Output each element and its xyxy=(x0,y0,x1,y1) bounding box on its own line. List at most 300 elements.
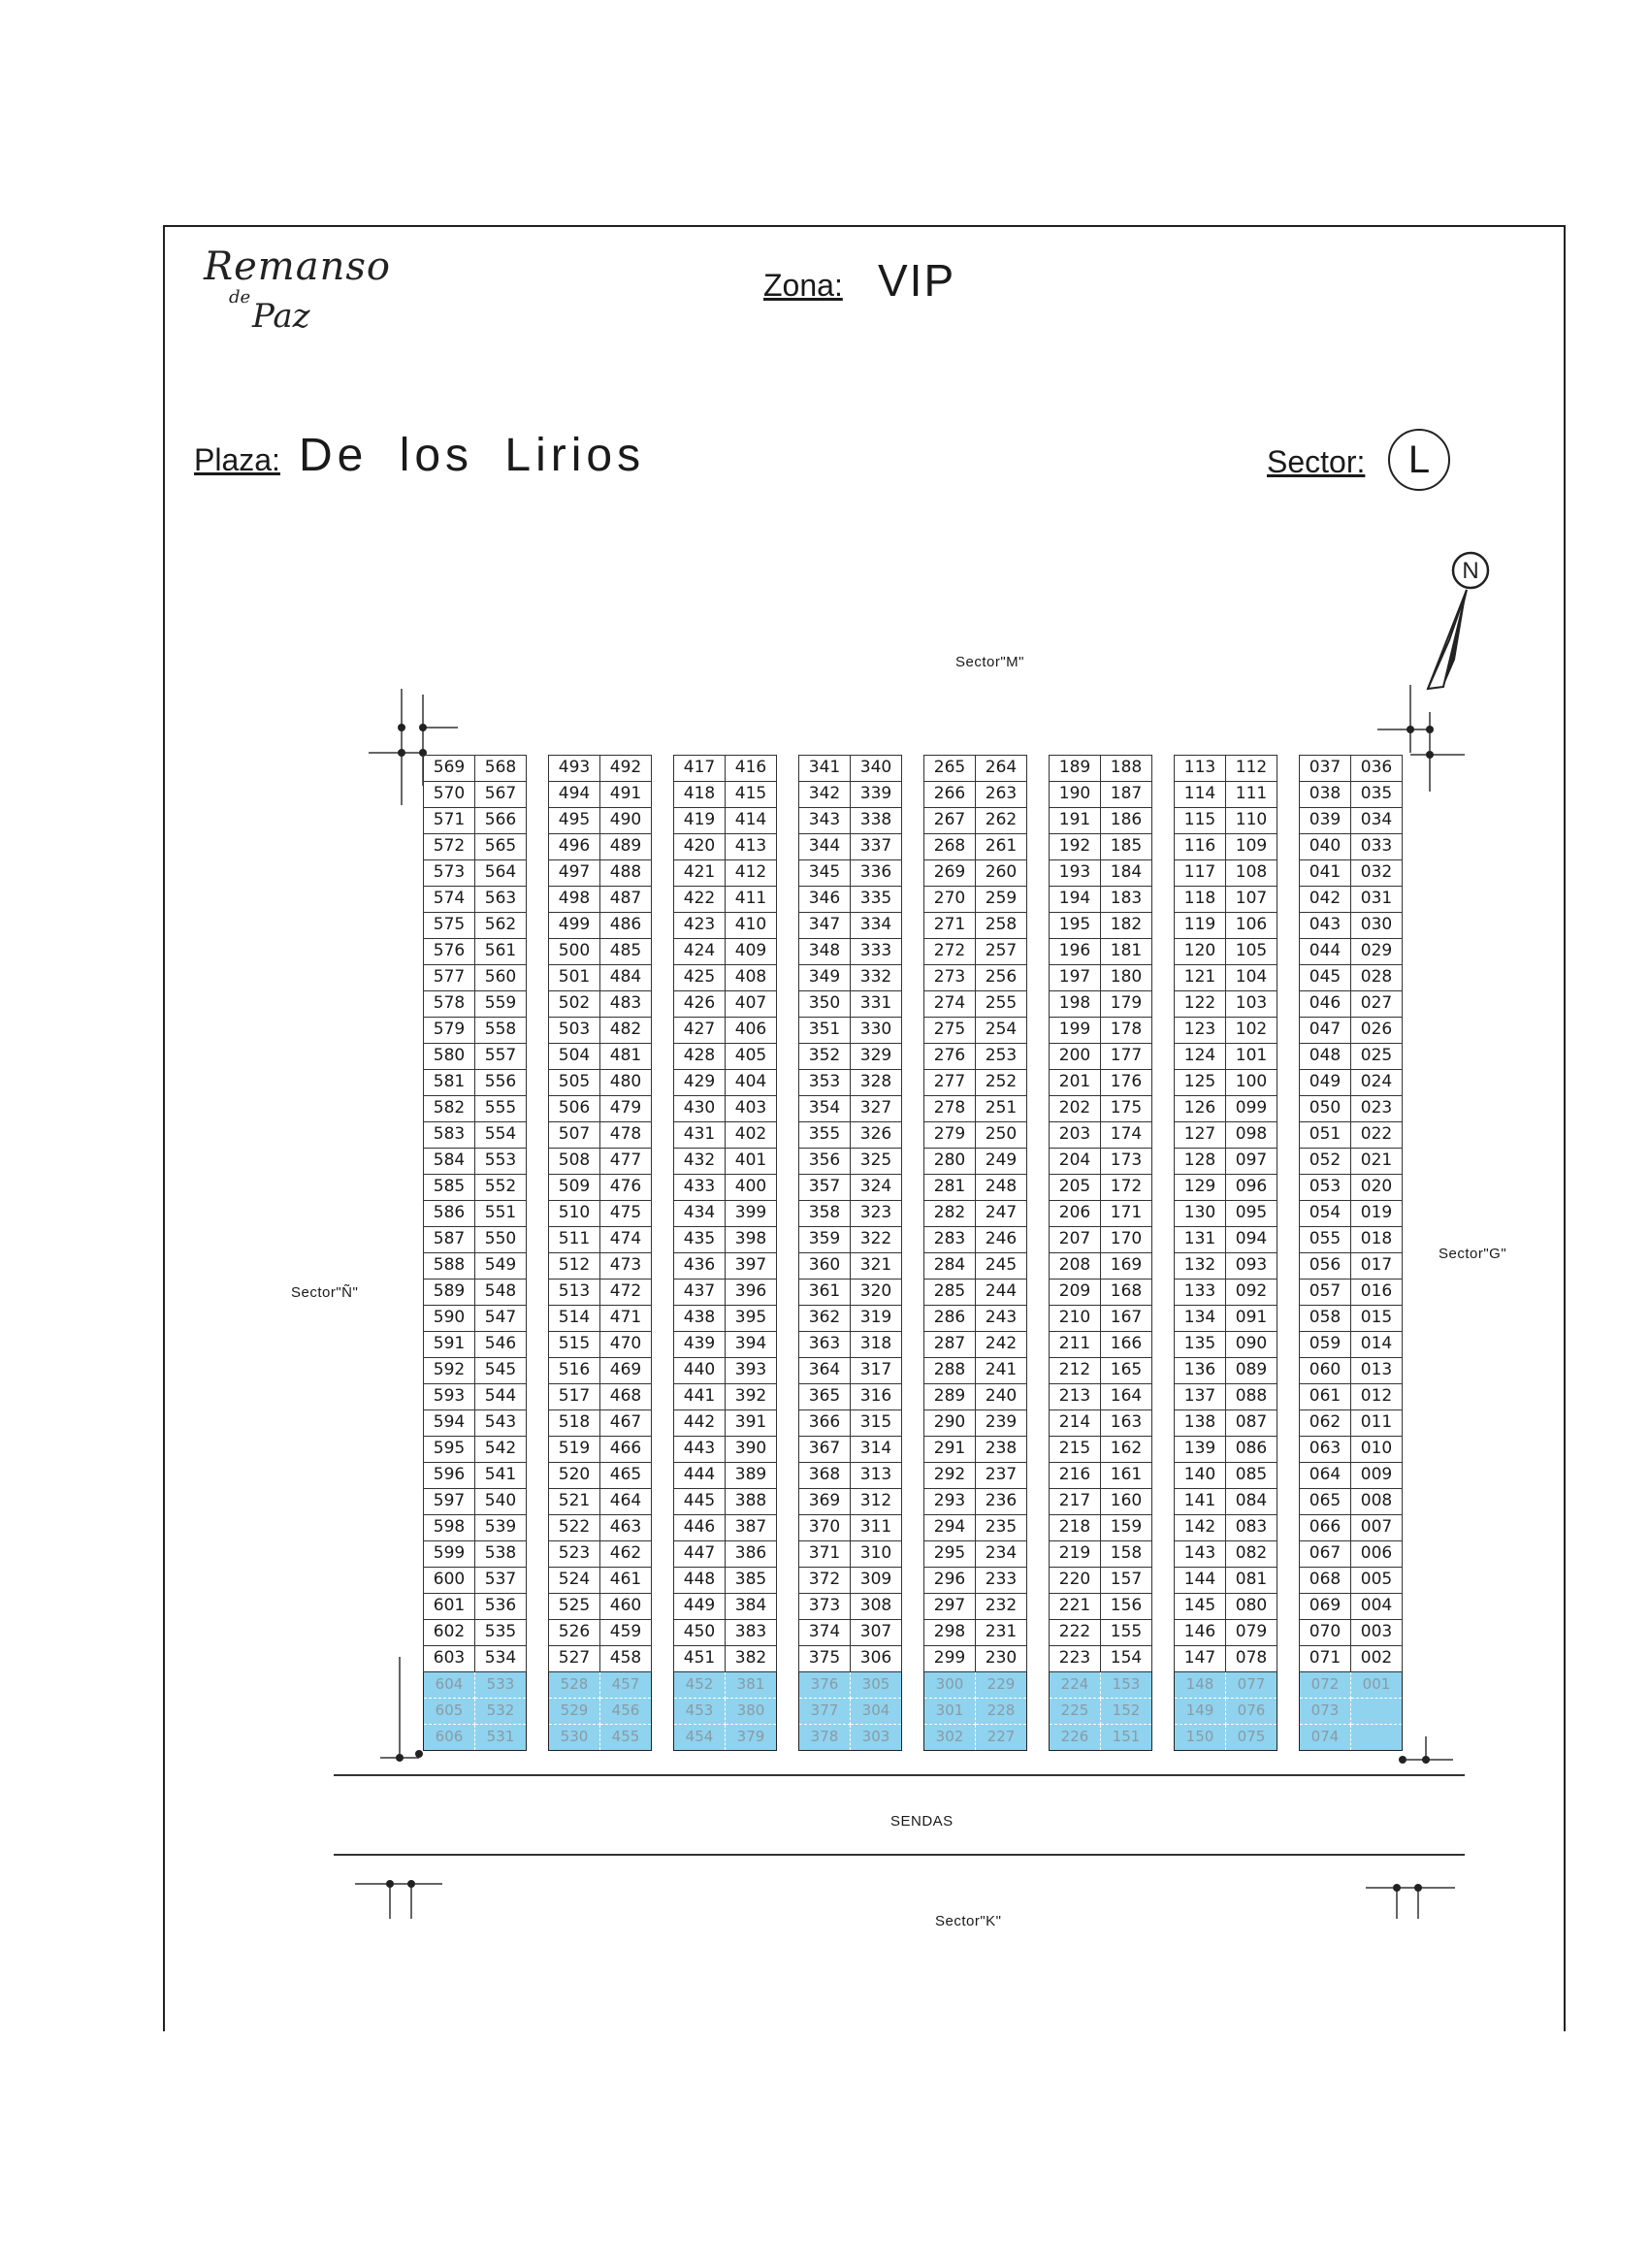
niche-cell[interactable]: 196 xyxy=(1050,939,1101,965)
niche-cell[interactable]: 433 xyxy=(674,1175,726,1201)
highlighted-niche-cell[interactable]: 153 xyxy=(1101,1672,1152,1699)
niche-cell[interactable]: 576 xyxy=(424,939,475,965)
niche-cell[interactable]: 406 xyxy=(726,1018,777,1044)
niche-cell[interactable]: 101 xyxy=(1226,1044,1277,1070)
niche-cell[interactable]: 538 xyxy=(475,1541,527,1568)
niche-cell[interactable]: 438 xyxy=(674,1306,726,1332)
niche-cell[interactable]: 159 xyxy=(1101,1515,1152,1541)
niche-cell[interactable]: 541 xyxy=(475,1463,527,1489)
niche-cell[interactable]: 002 xyxy=(1351,1646,1403,1672)
highlighted-niche-cell[interactable]: 149 xyxy=(1175,1699,1226,1725)
highlighted-niche-cell[interactable]: 148 xyxy=(1175,1672,1226,1699)
highlighted-niche-cell[interactable]: 377 xyxy=(799,1699,851,1725)
niche-cell[interactable]: 471 xyxy=(600,1306,652,1332)
niche-cell[interactable]: 247 xyxy=(976,1201,1027,1227)
niche-cell[interactable]: 597 xyxy=(424,1489,475,1515)
niche-cell[interactable]: 557 xyxy=(475,1044,527,1070)
niche-cell[interactable]: 386 xyxy=(726,1541,777,1568)
niche-cell[interactable]: 095 xyxy=(1226,1201,1277,1227)
niche-cell[interactable]: 154 xyxy=(1101,1646,1152,1672)
niche-cell[interactable]: 424 xyxy=(674,939,726,965)
niche-cell[interactable]: 350 xyxy=(799,991,851,1018)
highlighted-niche-cell[interactable]: 303 xyxy=(851,1725,902,1751)
niche-cell[interactable]: 125 xyxy=(1175,1070,1226,1096)
niche-cell[interactable]: 446 xyxy=(674,1515,726,1541)
niche-cell[interactable]: 552 xyxy=(475,1175,527,1201)
niche-cell[interactable]: 287 xyxy=(924,1332,976,1358)
niche-cell[interactable]: 431 xyxy=(674,1122,726,1149)
niche-cell[interactable]: 459 xyxy=(600,1620,652,1646)
niche-cell[interactable]: 209 xyxy=(1050,1280,1101,1306)
niche-cell[interactable]: 138 xyxy=(1175,1410,1226,1437)
niche-cell[interactable]: 156 xyxy=(1101,1594,1152,1620)
niche-cell[interactable]: 008 xyxy=(1351,1489,1403,1515)
niche-cell[interactable]: 461 xyxy=(600,1568,652,1594)
niche-cell[interactable]: 426 xyxy=(674,991,726,1018)
niche-cell[interactable]: 328 xyxy=(851,1070,902,1096)
niche-cell[interactable]: 492 xyxy=(600,756,652,782)
niche-cell[interactable]: 025 xyxy=(1351,1044,1403,1070)
niche-cell[interactable]: 184 xyxy=(1101,860,1152,887)
niche-cell[interactable]: 040 xyxy=(1300,834,1351,860)
niche-cell[interactable]: 290 xyxy=(924,1410,976,1437)
niche-cell[interactable]: 498 xyxy=(549,887,600,913)
niche-cell[interactable]: 405 xyxy=(726,1044,777,1070)
niche-cell[interactable]: 332 xyxy=(851,965,902,991)
niche-cell[interactable]: 221 xyxy=(1050,1594,1101,1620)
niche-cell[interactable]: 367 xyxy=(799,1437,851,1463)
niche-cell[interactable]: 206 xyxy=(1050,1201,1101,1227)
highlighted-niche-cell[interactable]: 225 xyxy=(1050,1699,1101,1725)
niche-cell[interactable]: 598 xyxy=(424,1515,475,1541)
niche-cell[interactable]: 131 xyxy=(1175,1227,1226,1253)
niche-cell[interactable]: 220 xyxy=(1050,1568,1101,1594)
niche-cell[interactable]: 210 xyxy=(1050,1306,1101,1332)
niche-cell[interactable]: 230 xyxy=(976,1646,1027,1672)
highlighted-niche-cell[interactable]: 606 xyxy=(424,1725,475,1751)
niche-cell[interactable]: 261 xyxy=(976,834,1027,860)
niche-cell[interactable]: 192 xyxy=(1050,834,1101,860)
niche-cell[interactable]: 297 xyxy=(924,1594,976,1620)
niche-cell[interactable]: 407 xyxy=(726,991,777,1018)
niche-cell[interactable]: 348 xyxy=(799,939,851,965)
niche-cell[interactable]: 435 xyxy=(674,1227,726,1253)
niche-cell[interactable]: 590 xyxy=(424,1306,475,1332)
niche-cell[interactable]: 313 xyxy=(851,1463,902,1489)
niche-cell[interactable]: 023 xyxy=(1351,1096,1403,1122)
niche-cell[interactable]: 371 xyxy=(799,1541,851,1568)
niche-cell[interactable]: 352 xyxy=(799,1044,851,1070)
highlighted-niche-cell[interactable]: 529 xyxy=(549,1699,600,1725)
niche-cell[interactable]: 554 xyxy=(475,1122,527,1149)
niche-cell[interactable]: 096 xyxy=(1226,1175,1277,1201)
niche-cell[interactable]: 177 xyxy=(1101,1044,1152,1070)
niche-cell[interactable]: 317 xyxy=(851,1358,902,1384)
niche-cell[interactable]: 275 xyxy=(924,1018,976,1044)
niche-cell[interactable]: 589 xyxy=(424,1280,475,1306)
niche-cell[interactable]: 527 xyxy=(549,1646,600,1672)
niche-cell[interactable]: 281 xyxy=(924,1175,976,1201)
niche-cell[interactable]: 505 xyxy=(549,1070,600,1096)
niche-cell[interactable]: 551 xyxy=(475,1201,527,1227)
niche-cell[interactable]: 262 xyxy=(976,808,1027,834)
niche-cell[interactable]: 314 xyxy=(851,1437,902,1463)
niche-cell[interactable]: 391 xyxy=(726,1410,777,1437)
niche-cell[interactable]: 065 xyxy=(1300,1489,1351,1515)
niche-cell[interactable]: 495 xyxy=(549,808,600,834)
niche-cell[interactable]: 063 xyxy=(1300,1437,1351,1463)
niche-cell[interactable]: 539 xyxy=(475,1515,527,1541)
niche-cell[interactable]: 344 xyxy=(799,834,851,860)
niche-cell[interactable]: 477 xyxy=(600,1149,652,1175)
niche-cell[interactable]: 144 xyxy=(1175,1568,1226,1594)
highlighted-niche-cell[interactable]: 075 xyxy=(1226,1725,1277,1751)
niche-cell[interactable]: 398 xyxy=(726,1227,777,1253)
niche-cell[interactable]: 294 xyxy=(924,1515,976,1541)
niche-cell[interactable]: 068 xyxy=(1300,1568,1351,1594)
niche-cell[interactable]: 521 xyxy=(549,1489,600,1515)
niche-cell[interactable]: 183 xyxy=(1101,887,1152,913)
niche-cell[interactable]: 466 xyxy=(600,1437,652,1463)
niche-cell[interactable]: 334 xyxy=(851,913,902,939)
niche-cell[interactable]: 014 xyxy=(1351,1332,1403,1358)
niche-cell[interactable]: 579 xyxy=(424,1018,475,1044)
niche-cell[interactable]: 241 xyxy=(976,1358,1027,1384)
niche-cell[interactable]: 560 xyxy=(475,965,527,991)
niche-cell[interactable]: 363 xyxy=(799,1332,851,1358)
niche-cell[interactable]: 413 xyxy=(726,834,777,860)
niche-cell[interactable]: 011 xyxy=(1351,1410,1403,1437)
niche-cell[interactable]: 593 xyxy=(424,1384,475,1410)
niche-cell[interactable]: 319 xyxy=(851,1306,902,1332)
niche-cell[interactable]: 510 xyxy=(549,1201,600,1227)
niche-cell[interactable]: 026 xyxy=(1351,1018,1403,1044)
niche-cell[interactable]: 270 xyxy=(924,887,976,913)
niche-cell[interactable]: 523 xyxy=(549,1541,600,1568)
niche-cell[interactable]: 084 xyxy=(1226,1489,1277,1515)
niche-cell[interactable]: 569 xyxy=(424,756,475,782)
niche-cell[interactable]: 382 xyxy=(726,1646,777,1672)
niche-cell[interactable]: 509 xyxy=(549,1175,600,1201)
niche-cell[interactable]: 473 xyxy=(600,1253,652,1280)
niche-cell[interactable]: 197 xyxy=(1050,965,1101,991)
niche-cell[interactable]: 451 xyxy=(674,1646,726,1672)
niche-cell[interactable]: 208 xyxy=(1050,1253,1101,1280)
niche-cell[interactable]: 218 xyxy=(1050,1515,1101,1541)
niche-cell[interactable]: 517 xyxy=(549,1384,600,1410)
niche-cell[interactable]: 480 xyxy=(600,1070,652,1096)
niche-cell[interactable]: 132 xyxy=(1175,1253,1226,1280)
niche-cell[interactable]: 136 xyxy=(1175,1358,1226,1384)
niche-cell[interactable]: 166 xyxy=(1101,1332,1152,1358)
niche-cell[interactable]: 577 xyxy=(424,965,475,991)
niche-cell[interactable]: 553 xyxy=(475,1149,527,1175)
niche-cell[interactable]: 174 xyxy=(1101,1122,1152,1149)
highlighted-niche-cell[interactable]: 227 xyxy=(976,1725,1027,1751)
niche-cell[interactable]: 043 xyxy=(1300,913,1351,939)
niche-cell[interactable]: 439 xyxy=(674,1332,726,1358)
niche-cell[interactable]: 274 xyxy=(924,991,976,1018)
niche-cell[interactable]: 489 xyxy=(600,834,652,860)
niche-cell[interactable]: 534 xyxy=(475,1646,527,1672)
niche-cell[interactable]: 222 xyxy=(1050,1620,1101,1646)
highlighted-niche-cell[interactable]: 532 xyxy=(475,1699,527,1725)
niche-cell[interactable]: 369 xyxy=(799,1489,851,1515)
niche-cell[interactable]: 547 xyxy=(475,1306,527,1332)
niche-cell[interactable]: 205 xyxy=(1050,1175,1101,1201)
niche-cell[interactable]: 284 xyxy=(924,1253,976,1280)
niche-cell[interactable]: 362 xyxy=(799,1306,851,1332)
niche-cell[interactable]: 472 xyxy=(600,1280,652,1306)
niche-cell[interactable]: 186 xyxy=(1101,808,1152,834)
niche-cell[interactable]: 272 xyxy=(924,939,976,965)
niche-cell[interactable]: 402 xyxy=(726,1122,777,1149)
highlighted-niche-cell[interactable]: 456 xyxy=(600,1699,652,1725)
niche-cell[interactable]: 018 xyxy=(1351,1227,1403,1253)
niche-cell[interactable]: 470 xyxy=(600,1332,652,1358)
niche-cell[interactable]: 094 xyxy=(1226,1227,1277,1253)
niche-cell[interactable]: 373 xyxy=(799,1594,851,1620)
niche-cell[interactable]: 496 xyxy=(549,834,600,860)
niche-cell[interactable]: 143 xyxy=(1175,1541,1226,1568)
niche-cell[interactable]: 255 xyxy=(976,991,1027,1018)
niche-cell[interactable]: 079 xyxy=(1226,1620,1277,1646)
niche-cell[interactable]: 420 xyxy=(674,834,726,860)
niche-cell[interactable]: 500 xyxy=(549,939,600,965)
niche-cell[interactable]: 162 xyxy=(1101,1437,1152,1463)
niche-cell[interactable]: 540 xyxy=(475,1489,527,1515)
niche-cell[interactable]: 491 xyxy=(600,782,652,808)
niche-cell[interactable]: 437 xyxy=(674,1280,726,1306)
niche-cell[interactable]: 354 xyxy=(799,1096,851,1122)
niche-cell[interactable]: 251 xyxy=(976,1096,1027,1122)
niche-cell[interactable]: 198 xyxy=(1050,991,1101,1018)
niche-cell[interactable]: 582 xyxy=(424,1096,475,1122)
highlighted-niche-cell[interactable]: 152 xyxy=(1101,1699,1152,1725)
niche-cell[interactable]: 311 xyxy=(851,1515,902,1541)
highlighted-niche-cell[interactable]: 305 xyxy=(851,1672,902,1699)
niche-cell[interactable]: 583 xyxy=(424,1122,475,1149)
niche-cell[interactable]: 203 xyxy=(1050,1122,1101,1149)
niche-cell[interactable]: 189 xyxy=(1050,756,1101,782)
niche-cell[interactable]: 603 xyxy=(424,1646,475,1672)
niche-cell[interactable]: 423 xyxy=(674,913,726,939)
highlighted-niche-cell[interactable]: 533 xyxy=(475,1672,527,1699)
niche-cell[interactable]: 202 xyxy=(1050,1096,1101,1122)
niche-cell[interactable]: 019 xyxy=(1351,1201,1403,1227)
niche-cell[interactable]: 107 xyxy=(1226,887,1277,913)
niche-cell[interactable]: 135 xyxy=(1175,1332,1226,1358)
niche-cell[interactable]: 488 xyxy=(600,860,652,887)
niche-cell[interactable]: 548 xyxy=(475,1280,527,1306)
niche-cell[interactable]: 134 xyxy=(1175,1306,1226,1332)
niche-cell[interactable]: 257 xyxy=(976,939,1027,965)
niche-cell[interactable]: 126 xyxy=(1175,1096,1226,1122)
niche-cell[interactable]: 383 xyxy=(726,1620,777,1646)
niche-cell[interactable]: 078 xyxy=(1226,1646,1277,1672)
niche-cell[interactable]: 058 xyxy=(1300,1306,1351,1332)
niche-cell[interactable]: 385 xyxy=(726,1568,777,1594)
niche-cell[interactable]: 231 xyxy=(976,1620,1027,1646)
niche-cell[interactable]: 368 xyxy=(799,1463,851,1489)
niche-cell[interactable]: 351 xyxy=(799,1018,851,1044)
niche-cell[interactable]: 515 xyxy=(549,1332,600,1358)
niche-cell[interactable]: 266 xyxy=(924,782,976,808)
niche-cell[interactable]: 259 xyxy=(976,887,1027,913)
niche-cell[interactable]: 599 xyxy=(424,1541,475,1568)
niche-cell[interactable]: 416 xyxy=(726,756,777,782)
niche-cell[interactable]: 015 xyxy=(1351,1306,1403,1332)
niche-cell[interactable]: 215 xyxy=(1050,1437,1101,1463)
niche-cell[interactable]: 093 xyxy=(1226,1253,1277,1280)
highlighted-niche-cell[interactable]: 301 xyxy=(924,1699,976,1725)
niche-cell[interactable]: 306 xyxy=(851,1646,902,1672)
highlighted-niche-cell[interactable]: 304 xyxy=(851,1699,902,1725)
niche-cell[interactable]: 280 xyxy=(924,1149,976,1175)
niche-cell[interactable]: 194 xyxy=(1050,887,1101,913)
niche-cell[interactable]: 117 xyxy=(1175,860,1226,887)
niche-cell[interactable]: 525 xyxy=(549,1594,600,1620)
niche-cell[interactable]: 021 xyxy=(1351,1149,1403,1175)
niche-cell[interactable]: 168 xyxy=(1101,1280,1152,1306)
niche-cell[interactable]: 602 xyxy=(424,1620,475,1646)
niche-cell[interactable]: 320 xyxy=(851,1280,902,1306)
niche-cell[interactable]: 265 xyxy=(924,756,976,782)
niche-cell[interactable]: 537 xyxy=(475,1568,527,1594)
niche-cell[interactable]: 601 xyxy=(424,1594,475,1620)
niche-cell[interactable]: 490 xyxy=(600,808,652,834)
niche-cell[interactable]: 087 xyxy=(1226,1410,1277,1437)
niche-cell[interactable]: 550 xyxy=(475,1227,527,1253)
niche-cell[interactable]: 056 xyxy=(1300,1253,1351,1280)
niche-cell[interactable]: 469 xyxy=(600,1358,652,1384)
niche-cell[interactable]: 268 xyxy=(924,834,976,860)
highlighted-niche-cell[interactable]: 453 xyxy=(674,1699,726,1725)
niche-cell[interactable]: 372 xyxy=(799,1568,851,1594)
niche-cell[interactable]: 199 xyxy=(1050,1018,1101,1044)
niche-cell[interactable]: 007 xyxy=(1351,1515,1403,1541)
niche-cell[interactable]: 474 xyxy=(600,1227,652,1253)
niche-cell[interactable]: 080 xyxy=(1226,1594,1277,1620)
niche-cell[interactable]: 092 xyxy=(1226,1280,1277,1306)
niche-cell[interactable]: 157 xyxy=(1101,1568,1152,1594)
niche-cell[interactable]: 108 xyxy=(1226,860,1277,887)
niche-cell[interactable]: 330 xyxy=(851,1018,902,1044)
niche-cell[interactable]: 167 xyxy=(1101,1306,1152,1332)
niche-cell[interactable]: 428 xyxy=(674,1044,726,1070)
niche-cell[interactable]: 316 xyxy=(851,1384,902,1410)
niche-cell[interactable]: 170 xyxy=(1101,1227,1152,1253)
niche-cell[interactable]: 360 xyxy=(799,1253,851,1280)
niche-cell[interactable]: 088 xyxy=(1226,1384,1277,1410)
niche-cell[interactable]: 374 xyxy=(799,1620,851,1646)
highlighted-niche-cell[interactable]: 455 xyxy=(600,1725,652,1751)
niche-cell[interactable]: 570 xyxy=(424,782,475,808)
highlighted-niche-cell[interactable]: 378 xyxy=(799,1725,851,1751)
niche-cell[interactable]: 291 xyxy=(924,1437,976,1463)
niche-cell[interactable]: 322 xyxy=(851,1227,902,1253)
niche-cell[interactable]: 248 xyxy=(976,1175,1027,1201)
niche-cell[interactable]: 034 xyxy=(1351,808,1403,834)
niche-cell[interactable]: 193 xyxy=(1050,860,1101,887)
niche-cell[interactable]: 216 xyxy=(1050,1463,1101,1489)
niche-cell[interactable]: 120 xyxy=(1175,939,1226,965)
highlighted-niche-cell[interactable]: 528 xyxy=(549,1672,600,1699)
niche-cell[interactable]: 440 xyxy=(674,1358,726,1384)
niche-cell[interactable]: 408 xyxy=(726,965,777,991)
niche-cell[interactable]: 050 xyxy=(1300,1096,1351,1122)
niche-cell[interactable]: 421 xyxy=(674,860,726,887)
niche-cell[interactable]: 321 xyxy=(851,1253,902,1280)
niche-cell[interactable]: 264 xyxy=(976,756,1027,782)
niche-cell[interactable]: 572 xyxy=(424,834,475,860)
highlighted-niche-cell[interactable]: 077 xyxy=(1226,1672,1277,1699)
highlighted-niche-cell[interactable]: 228 xyxy=(976,1699,1027,1725)
niche-cell[interactable]: 387 xyxy=(726,1515,777,1541)
niche-cell[interactable]: 494 xyxy=(549,782,600,808)
niche-cell[interactable]: 066 xyxy=(1300,1515,1351,1541)
niche-cell[interactable]: 445 xyxy=(674,1489,726,1515)
niche-cell[interactable]: 329 xyxy=(851,1044,902,1070)
niche-cell[interactable]: 048 xyxy=(1300,1044,1351,1070)
niche-cell[interactable]: 169 xyxy=(1101,1253,1152,1280)
niche-cell[interactable]: 414 xyxy=(726,808,777,834)
niche-cell[interactable]: 419 xyxy=(674,808,726,834)
niche-cell[interactable]: 122 xyxy=(1175,991,1226,1018)
niche-cell[interactable]: 565 xyxy=(475,834,527,860)
niche-cell[interactable]: 041 xyxy=(1300,860,1351,887)
niche-cell[interactable]: 027 xyxy=(1351,991,1403,1018)
niche-cell[interactable]: 062 xyxy=(1300,1410,1351,1437)
niche-cell[interactable]: 147 xyxy=(1175,1646,1226,1672)
niche-cell[interactable]: 357 xyxy=(799,1175,851,1201)
highlighted-niche-cell[interactable]: 381 xyxy=(726,1672,777,1699)
niche-cell[interactable]: 341 xyxy=(799,756,851,782)
niche-cell[interactable]: 325 xyxy=(851,1149,902,1175)
niche-cell[interactable]: 588 xyxy=(424,1253,475,1280)
niche-cell[interactable]: 029 xyxy=(1351,939,1403,965)
niche-cell[interactable]: 173 xyxy=(1101,1149,1152,1175)
niche-cell[interactable]: 410 xyxy=(726,913,777,939)
niche-cell[interactable]: 365 xyxy=(799,1384,851,1410)
niche-cell[interactable]: 161 xyxy=(1101,1463,1152,1489)
highlighted-niche-cell[interactable]: 150 xyxy=(1175,1725,1226,1751)
niche-cell[interactable]: 110 xyxy=(1226,808,1277,834)
niche-cell[interactable]: 312 xyxy=(851,1489,902,1515)
niche-cell[interactable]: 195 xyxy=(1050,913,1101,939)
niche-cell[interactable]: 476 xyxy=(600,1175,652,1201)
niche-cell[interactable]: 442 xyxy=(674,1410,726,1437)
niche-cell[interactable]: 269 xyxy=(924,860,976,887)
niche-cell[interactable]: 181 xyxy=(1101,939,1152,965)
niche-cell[interactable]: 059 xyxy=(1300,1332,1351,1358)
niche-cell[interactable]: 415 xyxy=(726,782,777,808)
niche-cell[interactable]: 345 xyxy=(799,860,851,887)
niche-cell[interactable]: 559 xyxy=(475,991,527,1018)
niche-cell[interactable]: 071 xyxy=(1300,1646,1351,1672)
niche-cell[interactable]: 109 xyxy=(1226,834,1277,860)
niche-cell[interactable]: 044 xyxy=(1300,939,1351,965)
niche-cell[interactable]: 032 xyxy=(1351,860,1403,887)
niche-cell[interactable]: 465 xyxy=(600,1463,652,1489)
niche-cell[interactable]: 246 xyxy=(976,1227,1027,1253)
niche-cell[interactable]: 512 xyxy=(549,1253,600,1280)
niche-cell[interactable]: 006 xyxy=(1351,1541,1403,1568)
highlighted-niche-cell[interactable]: 380 xyxy=(726,1699,777,1725)
niche-cell[interactable]: 432 xyxy=(674,1149,726,1175)
highlighted-niche-cell[interactable]: 605 xyxy=(424,1699,475,1725)
niche-cell[interactable]: 164 xyxy=(1101,1384,1152,1410)
